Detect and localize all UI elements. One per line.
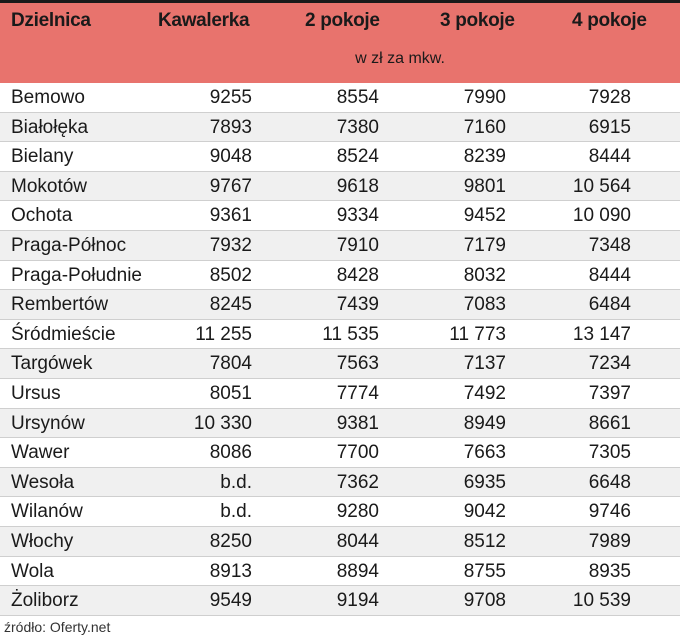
- price-cell: 8444: [588, 264, 631, 286]
- header-studio: Kawalerka: [158, 10, 250, 31]
- price-cell: 8949: [463, 412, 506, 434]
- price-cell: 13 147: [572, 323, 631, 345]
- price-cell: 9042: [463, 501, 506, 523]
- district-cell: Praga-Północ: [11, 234, 127, 256]
- district-cell: Wesoła: [11, 471, 75, 493]
- price-cell: 11 535: [322, 323, 379, 345]
- price-cell: 10 090: [572, 205, 631, 227]
- price-cell: 8245: [209, 294, 252, 316]
- price-cell: 7439: [336, 294, 379, 316]
- district-cell: Wola: [11, 560, 54, 582]
- price-cell: 7179: [463, 234, 506, 256]
- district-cell: Rembertów: [11, 294, 109, 316]
- district-cell: Ursynów: [11, 412, 85, 434]
- table-row: [0, 349, 680, 379]
- price-cell: 9255: [209, 87, 252, 108]
- price-cell: 9618: [336, 175, 379, 197]
- price-cell: 9194: [336, 590, 379, 612]
- price-cell: 9801: [463, 175, 506, 197]
- district-cell: Praga-Południe: [11, 264, 142, 286]
- price-cell: 8044: [336, 530, 379, 552]
- price-cell: 9361: [209, 205, 252, 227]
- table-row: [0, 497, 680, 527]
- price-cell: 7234: [588, 353, 631, 375]
- price-cell: 7160: [463, 116, 506, 138]
- price-cell: 7774: [336, 382, 379, 404]
- price-cell: 8502: [209, 264, 252, 286]
- price-cell: 8239: [463, 146, 506, 168]
- price-cell: 9452: [463, 205, 506, 227]
- price-cell: 8512: [463, 530, 506, 552]
- district-cell: Mokotów: [11, 175, 88, 197]
- price-cell: 6915: [588, 116, 631, 138]
- district-cell: Ochota: [11, 205, 73, 227]
- price-cell: 7932: [209, 234, 252, 256]
- source-note: źródło: Oferty.net: [4, 619, 111, 635]
- price-cell: 10 564: [572, 175, 631, 197]
- table-row: [0, 557, 680, 587]
- table-row: [0, 586, 680, 616]
- header-3-rooms: 3 pokoje: [440, 10, 515, 31]
- table-header: [0, 3, 680, 83]
- price-cell: 9280: [336, 501, 379, 523]
- price-cell: 8086: [209, 442, 252, 464]
- district-cell: Białołęka: [11, 116, 89, 138]
- price-cell: 8894: [336, 560, 379, 582]
- price-cell: 8444: [588, 146, 631, 168]
- table-row: [0, 320, 680, 350]
- price-cell: 7362: [336, 471, 379, 493]
- table-row: [0, 142, 680, 172]
- price-cell: 7492: [463, 382, 506, 404]
- price-cell: 7893: [209, 116, 252, 138]
- price-cell: 7083: [463, 294, 506, 316]
- price-cell: 7563: [336, 353, 379, 375]
- price-cell: 7663: [463, 442, 506, 464]
- price-cell: b.d.: [220, 471, 252, 493]
- price-cell: 7990: [463, 87, 506, 108]
- price-cell: 9549: [209, 590, 252, 612]
- price-cell: 8032: [463, 264, 506, 286]
- table-row: [0, 527, 680, 557]
- price-cell: 8913: [209, 560, 252, 582]
- price-cell: 9381: [336, 412, 379, 434]
- price-cell: 6484: [588, 294, 631, 316]
- price-cell: 7397: [588, 382, 631, 404]
- price-cell: 8755: [463, 560, 506, 582]
- price-cell: 6648: [588, 471, 631, 493]
- price-cell: 9767: [209, 175, 252, 197]
- price-cell: 10 539: [572, 590, 631, 612]
- unit-label: w zł za mkw.: [355, 50, 445, 67]
- district-cell: Bemowo: [11, 87, 85, 108]
- table-row: [0, 468, 680, 498]
- price-cell: 9334: [336, 205, 379, 227]
- table-row: [0, 83, 680, 113]
- price-cell: 8554: [336, 87, 379, 108]
- price-cell: 11 255: [195, 323, 252, 345]
- price-cell: 7305: [588, 442, 631, 464]
- price-cell: 8250: [209, 530, 252, 552]
- table-row: [0, 409, 680, 439]
- price-cell: 8661: [588, 412, 631, 434]
- price-cell: 8051: [209, 382, 252, 404]
- district-cell: Śródmieście: [11, 323, 116, 345]
- district-cell: Wilanów: [11, 501, 83, 523]
- district-cell: Bielany: [11, 146, 74, 168]
- table-body: [0, 83, 680, 616]
- price-cell: 11 773: [449, 323, 506, 345]
- price-cell: 9708: [463, 590, 506, 612]
- price-cell: 9746: [588, 501, 631, 523]
- header-2-rooms: 2 pokoje: [305, 10, 380, 31]
- district-cell: Targówek: [11, 353, 93, 375]
- price-cell: 6935: [463, 471, 506, 493]
- price-cell: 9048: [209, 146, 252, 168]
- table-row: [0, 113, 680, 143]
- price-cell: 7380: [336, 116, 379, 138]
- price-cell: 7700: [336, 442, 379, 464]
- table-row: [0, 438, 680, 468]
- price-cell: 7137: [463, 353, 506, 375]
- table-row: [0, 379, 680, 409]
- price-cell: 7804: [209, 353, 252, 375]
- price-cell: 7348: [588, 234, 631, 256]
- table-row: [0, 290, 680, 320]
- header-district: Dzielnica: [11, 10, 91, 31]
- table-row: [0, 172, 680, 202]
- district-cell: Ursus: [11, 382, 61, 404]
- header-4-rooms: 4 pokoje: [572, 10, 647, 31]
- price-cell: 7910: [336, 234, 379, 256]
- price-cell: 8428: [336, 264, 379, 286]
- table-row: [0, 231, 680, 261]
- table-row: [0, 261, 680, 291]
- price-cell: 10 330: [193, 412, 252, 434]
- table-row: [0, 201, 680, 231]
- price-cell: b.d.: [220, 501, 252, 523]
- price-cell: 7989: [588, 530, 631, 552]
- price-cell: 8935: [588, 560, 631, 582]
- price-cell: 7928: [588, 87, 631, 108]
- district-cell: Wawer: [11, 442, 70, 464]
- price-cell: 8524: [336, 146, 379, 168]
- district-cell: Włochy: [11, 530, 74, 552]
- district-cell: Żoliborz: [11, 590, 79, 612]
